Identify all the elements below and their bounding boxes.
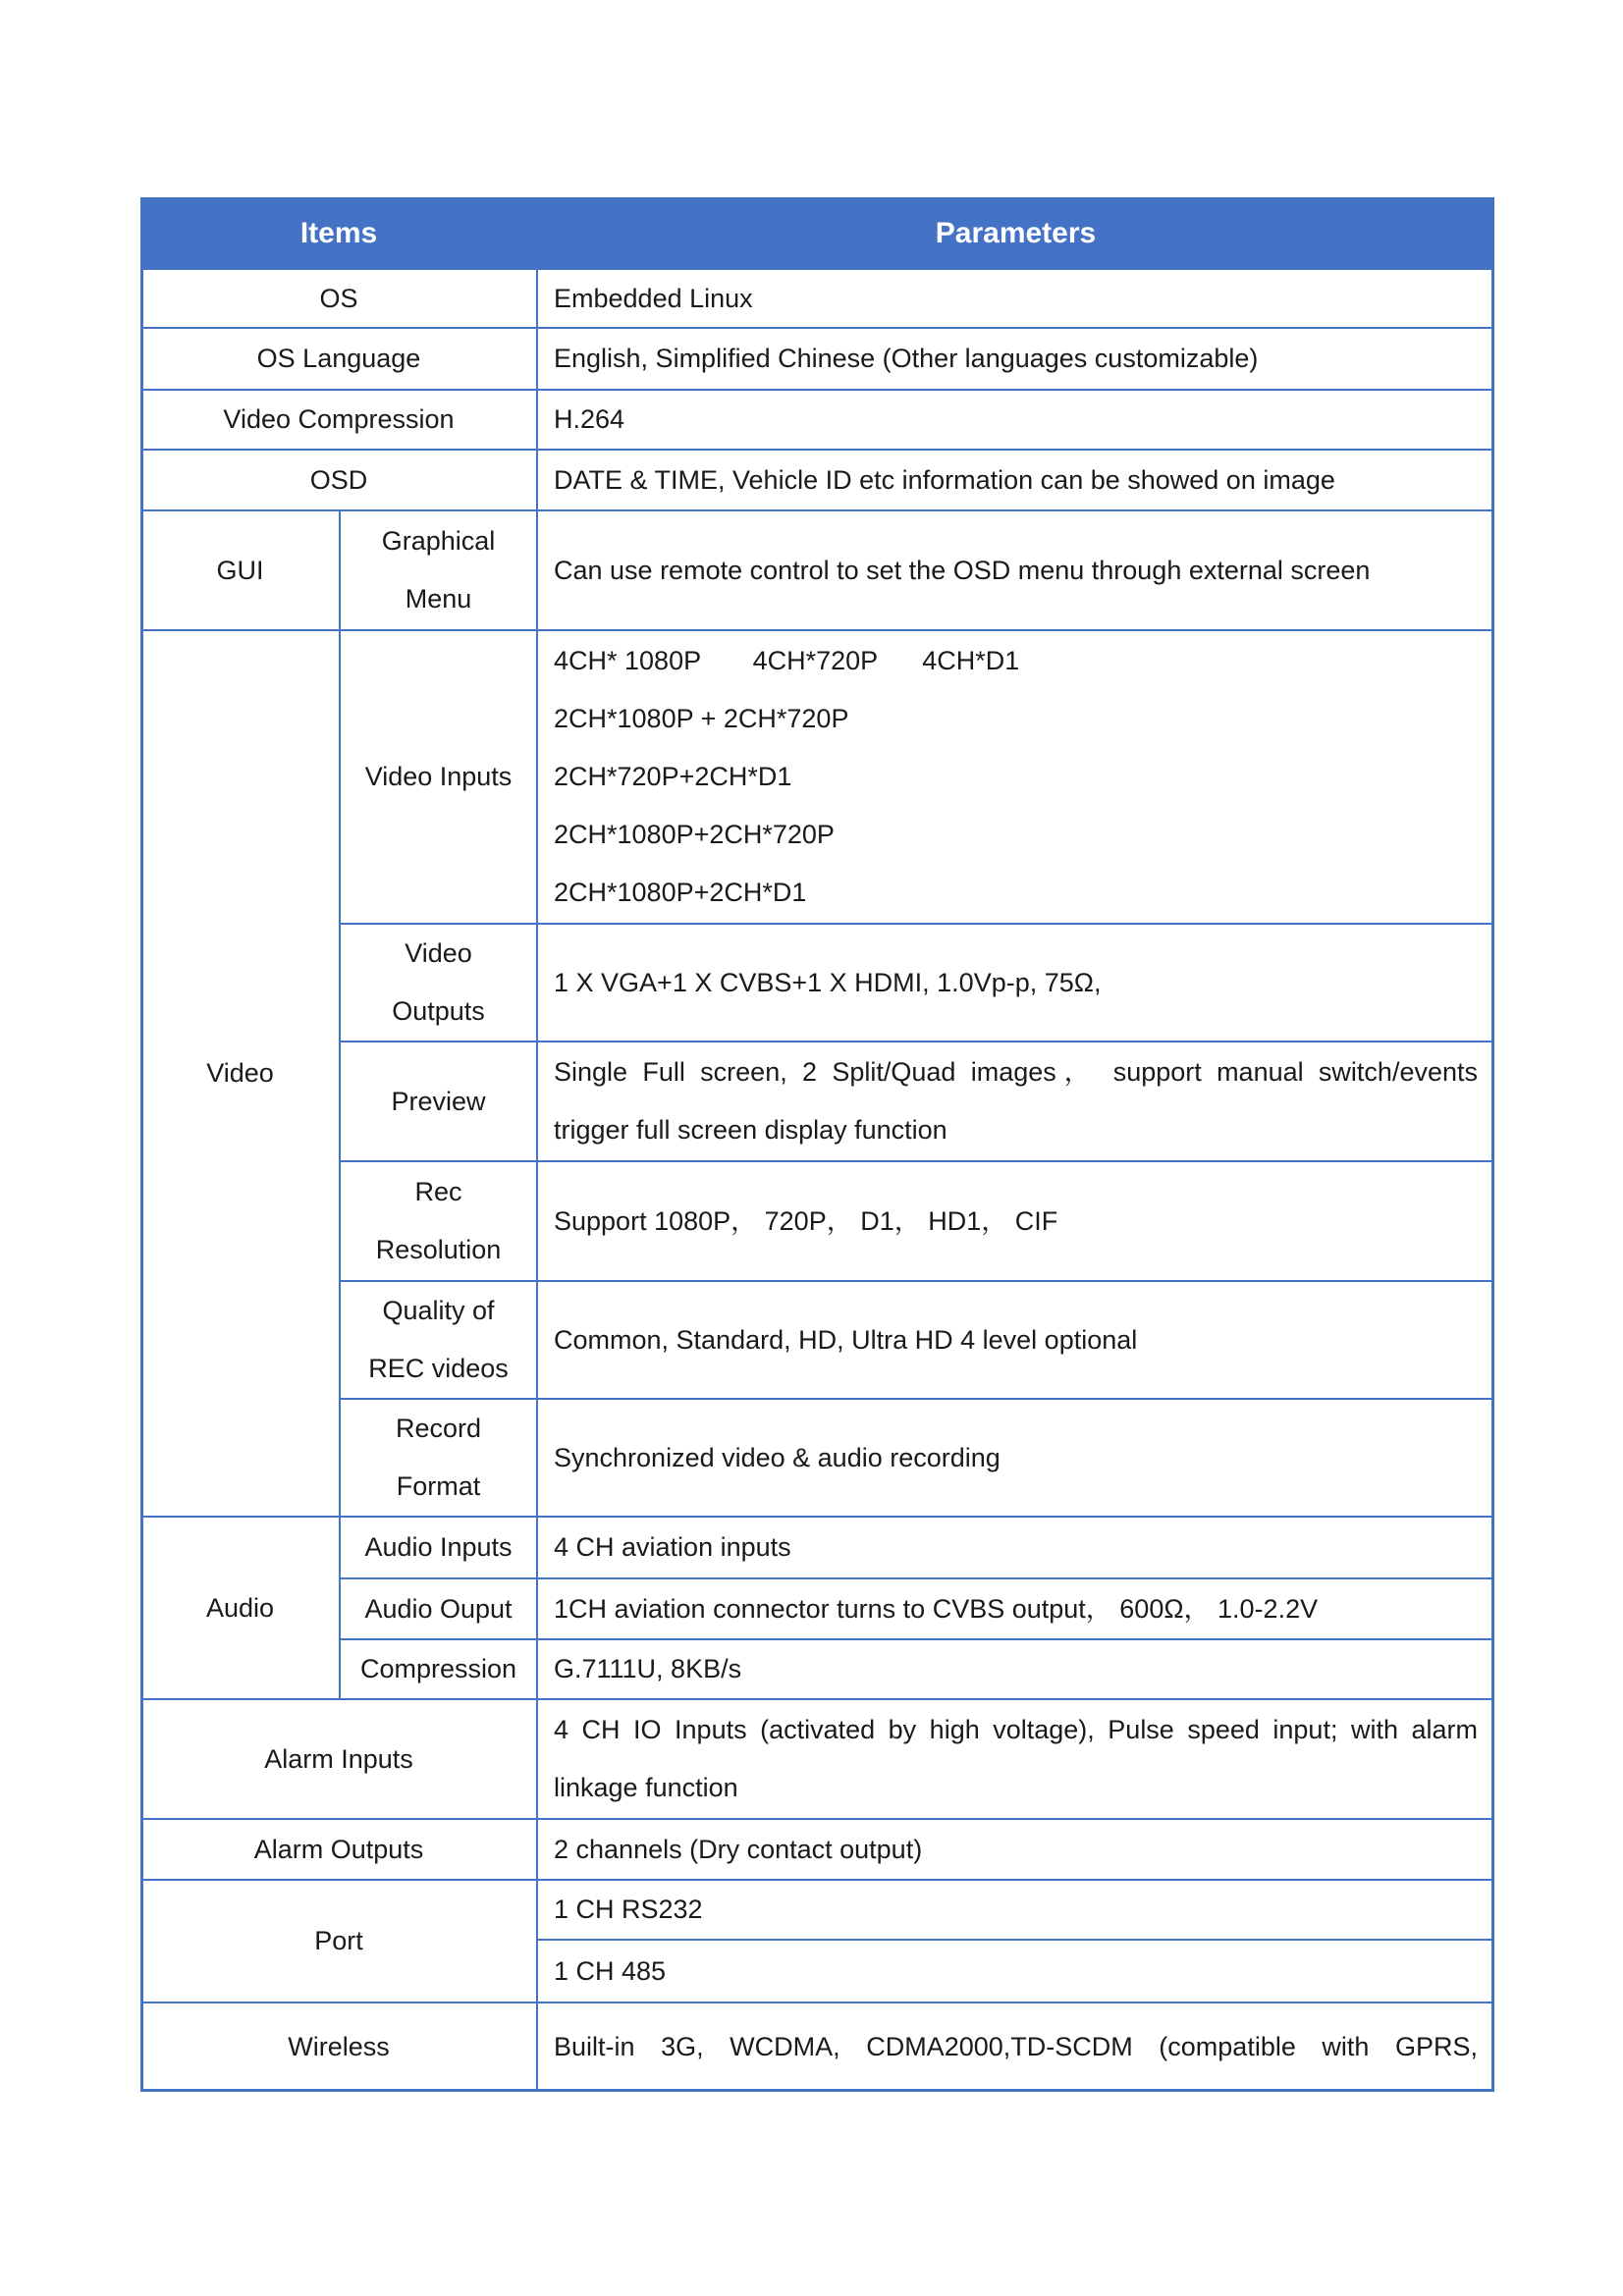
value-video-outputs: 1 X VGA+1 X CVBS+1 X HDMI, 1.0Vp-p, 75Ω, — [554, 967, 1102, 997]
value-video-compression-cell — [537, 390, 1494, 450]
value-port-485: 1 CH 485 — [554, 1955, 667, 1986]
item-video-outputs-cell — [340, 924, 537, 1041]
item-video-outputs-line: Video — [405, 938, 472, 968]
group-video-cell — [140, 630, 340, 1517]
value-audio-inputs-cell — [537, 1517, 1494, 1578]
value-video-inputs-cell — [537, 630, 1494, 924]
item-os-cell — [140, 269, 537, 328]
item-preview-cell — [340, 1041, 537, 1161]
item-port: Port — [314, 1926, 363, 1955]
item-wireless-cell — [140, 2002, 537, 2092]
item-graphical-menu-line: Menu — [405, 584, 472, 614]
value-video-inputs-line: 2CH*1080P+2CH*D1 — [554, 878, 807, 907]
group-audio-cell — [140, 1517, 340, 1699]
item-rec-resolution-cell — [340, 1161, 537, 1281]
item-graphical-menu-cell — [340, 510, 537, 630]
item-record-format-line: Format — [396, 1471, 481, 1501]
item-record-format-line: Record — [395, 1414, 482, 1443]
value-graphical-menu-cell — [537, 510, 1494, 630]
value-preview-line: Single Full screen, 2 Split/Quad images， support manual switch/events — [554, 1057, 1478, 1087]
value-alarm-outputs-cell — [537, 1819, 1494, 1880]
item-video-inputs-cell — [340, 630, 537, 924]
item-graphical-menu-line: Graphical — [381, 526, 496, 556]
item-preview: Preview — [391, 1086, 486, 1116]
value-rec-resolution: Support 1080P， 720P， D1， HD1， CIF — [554, 1205, 1058, 1236]
group-video: Video — [206, 1058, 274, 1088]
value-os-language-cell — [537, 328, 1494, 390]
item-video-outputs-line: Outputs — [392, 996, 485, 1026]
value-preview-line: trigger full screen display function — [554, 1115, 947, 1145]
item-audio-output-cell — [340, 1578, 537, 1639]
item-video-compression: Video Compression — [223, 404, 455, 434]
item-rec-resolution-line: Resolution — [375, 1235, 502, 1264]
value-graphical-menu: Can use remote control to set the OSD menu through external screen — [554, 555, 1371, 585]
value-port-485-cell — [537, 1940, 1494, 2002]
item-wireless: Wireless — [288, 2032, 390, 2061]
value-audio-compression-cell — [537, 1639, 1494, 1699]
item-os: OS — [319, 283, 358, 313]
header-parameters-cell — [537, 197, 1494, 269]
item-alarm-outputs: Alarm Outputs — [253, 1834, 424, 1864]
value-audio-output: 1CH aviation connector turns to CVBS output， 600Ω， 1.0-2.2V — [554, 1593, 1319, 1624]
item-osd-cell — [140, 450, 537, 510]
value-rec-resolution-cell — [537, 1161, 1494, 1281]
value-video-outputs-cell — [537, 924, 1494, 1041]
value-record-format-cell — [537, 1399, 1494, 1517]
item-audio-inputs: Audio Inputs — [364, 1532, 513, 1562]
value-wireless: Built-in 3G, WCDMA, CDMA2000,TD-SCDM (compatible with GPRS, — [554, 2032, 1478, 2061]
value-port-rs232-cell — [537, 1880, 1494, 1940]
item-quality-cell — [340, 1281, 537, 1399]
item-audio-compression: Compression — [359, 1654, 517, 1683]
item-audio-output: Audio Ouput — [364, 1593, 513, 1624]
value-osd-cell — [537, 450, 1494, 510]
group-gui: GUI — [216, 555, 264, 585]
value-audio-output-cell — [537, 1578, 1494, 1639]
value-video-inputs-line: 2CH*720P+2CH*D1 — [554, 762, 792, 791]
value-alarm-inputs-line: linkage function — [554, 1773, 738, 1802]
item-audio-inputs-cell — [340, 1517, 537, 1578]
value-video-compression: H.264 — [554, 404, 625, 434]
item-quality-line: Quality of — [382, 1296, 495, 1325]
item-quality-line: REC videos — [368, 1354, 509, 1383]
value-video-inputs-line: 4CH* 1080P 4CH*720P 4CH*D1 — [554, 646, 1020, 675]
item-video-compression-cell — [140, 390, 537, 450]
value-video-inputs-line: 2CH*1080P+2CH*720P — [554, 820, 835, 849]
item-os-language: OS Language — [256, 344, 421, 373]
item-rec-resolution-line: Rec — [414, 1177, 462, 1206]
value-audio-compression: G.7111U, 8KB/s — [554, 1654, 742, 1683]
item-alarm-inputs-cell — [140, 1699, 537, 1819]
value-wireless-cell — [537, 2002, 1494, 2092]
item-alarm-outputs-cell — [140, 1819, 537, 1880]
header-parameters: Parameters — [935, 217, 1097, 249]
value-alarm-outputs: 2 channels (Dry contact output) — [554, 1834, 923, 1864]
group-gui-cell — [140, 510, 340, 630]
item-record-format-cell — [340, 1399, 537, 1517]
item-video-inputs: Video Inputs — [364, 762, 513, 791]
value-port-rs232: 1 CH RS232 — [554, 1895, 703, 1924]
header-items: Items — [299, 217, 378, 249]
item-osd: OSD — [309, 464, 368, 495]
value-record-format: Synchronized video & audio recording — [554, 1442, 1001, 1472]
value-alarm-inputs-line: 4 CH IO Inputs (activated by high voltage), Pulse speed input; with alarm — [554, 1715, 1478, 1744]
header-items-cell — [140, 197, 537, 269]
item-os-language-cell — [140, 328, 537, 390]
value-os: Embedded Linux — [554, 283, 753, 313]
value-quality: Common, Standard, HD, Ultra HD 4 level optional — [554, 1324, 1138, 1355]
value-audio-inputs: 4 CH aviation inputs — [554, 1532, 791, 1562]
value-os-language: English, Simplified Chinese (Other languages customizable) — [554, 344, 1259, 373]
item-port-cell — [140, 1880, 537, 2002]
item-audio-compression-cell — [340, 1639, 537, 1699]
value-osd: DATE & TIME, Vehicle ID etc information can be showed on image — [554, 464, 1335, 495]
group-audio: Audio — [205, 1592, 275, 1623]
item-alarm-inputs: Alarm Inputs — [264, 1743, 413, 1774]
value-os-cell — [537, 269, 1494, 328]
value-video-inputs-line: 2CH*1080P + 2CH*720P — [554, 704, 849, 733]
value-alarm-inputs-cell — [537, 1699, 1494, 1819]
value-quality-cell — [537, 1281, 1494, 1399]
value-preview-cell — [537, 1041, 1494, 1161]
